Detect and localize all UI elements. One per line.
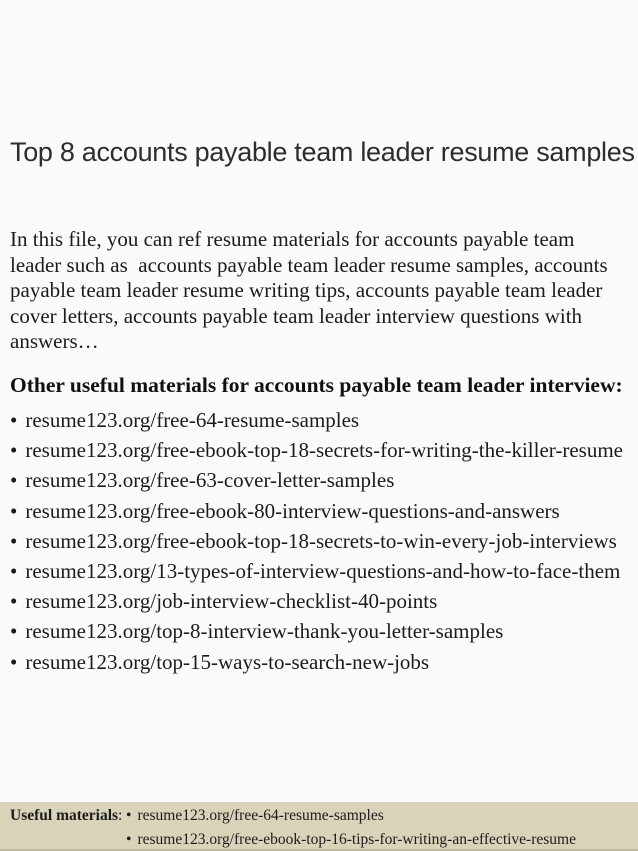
link-text: resume123.org/13-types-of-interview-questions-and-how-to-face-them <box>25 559 621 584</box>
link-text: resume123.org/free-63-cover-letter-samples <box>25 468 395 493</box>
intro-line: answers… <box>10 329 99 353</box>
bullet-icon: • <box>10 468 18 493</box>
link-text: resume123.org/free-64-resume-samples <box>25 408 360 432</box>
link-item <box>10 465 638 495</box>
bullet-icon: • <box>126 831 132 848</box>
bullet-icon: • <box>10 408 18 432</box>
link-item <box>10 556 638 586</box>
bullet-icon: • <box>126 807 132 824</box>
section-heading: Other useful materials for accounts payable team leader interview: <box>10 373 623 397</box>
footer-link-text: resume123.org/free-64-resume-samples <box>137 807 384 824</box>
link-item <box>10 435 638 465</box>
link-text: resume123.org/top-15-ways-to-search-new-jobs <box>25 649 430 674</box>
footer-label-text: Useful materials <box>10 807 119 824</box>
intro-line: In this file, you can ref resume materials for accounts payable team <box>10 227 575 251</box>
intro-line: cover letters, accounts payable team leader interview questions with <box>10 303 583 328</box>
link-text: resume123.org/free-ebook-top-18-secrets-for-writing-the-killer-resume <box>25 438 623 463</box>
link-text: resume123.org/free-ebook-80-interview-questions-and-answers <box>25 498 560 523</box>
bullet-icon: • <box>10 619 18 644</box>
intro-paragraph <box>10 227 635 355</box>
link-item <box>10 405 638 435</box>
link-item <box>10 586 638 616</box>
bullet-icon: • <box>10 498 18 523</box>
link-item <box>10 496 638 526</box>
footer-label-colon: : <box>118 807 123 824</box>
intro-line: payable team leader resume writing tips, accounts payable team leader <box>10 278 603 302</box>
link-item <box>10 616 638 646</box>
bullet-icon: • <box>10 589 18 614</box>
footer-link-text: resume123.org/free-ebook-top-16-tips-for-writing-an-effective-resume <box>137 831 576 848</box>
link-text: resume123.org/free-ebook-top-18-secrets-to-win-every-job-interviews <box>25 528 617 553</box>
resource-links-list <box>10 405 638 677</box>
footer-label <box>10 804 122 828</box>
link-text: resume123.org/top-8-interview-thank-you-letter-samples <box>25 619 504 644</box>
footer-link-item <box>126 804 576 828</box>
link-text: resume123.org/job-interview-checklist-40-points <box>25 589 438 614</box>
link-item <box>10 647 638 677</box>
link-item <box>10 526 638 556</box>
footer-bar <box>0 802 638 851</box>
bullet-icon: • <box>10 649 18 674</box>
footer-links <box>126 804 576 851</box>
intro-line: leader such as accounts payable team leader resume samples, accounts <box>10 252 608 277</box>
bullet-icon: • <box>10 438 18 463</box>
footer-link-item <box>126 828 576 851</box>
page-title: Top 8 accounts payable team leader resume samples <box>10 137 635 167</box>
bullet-icon: • <box>10 528 18 553</box>
bullet-icon: • <box>10 559 18 584</box>
